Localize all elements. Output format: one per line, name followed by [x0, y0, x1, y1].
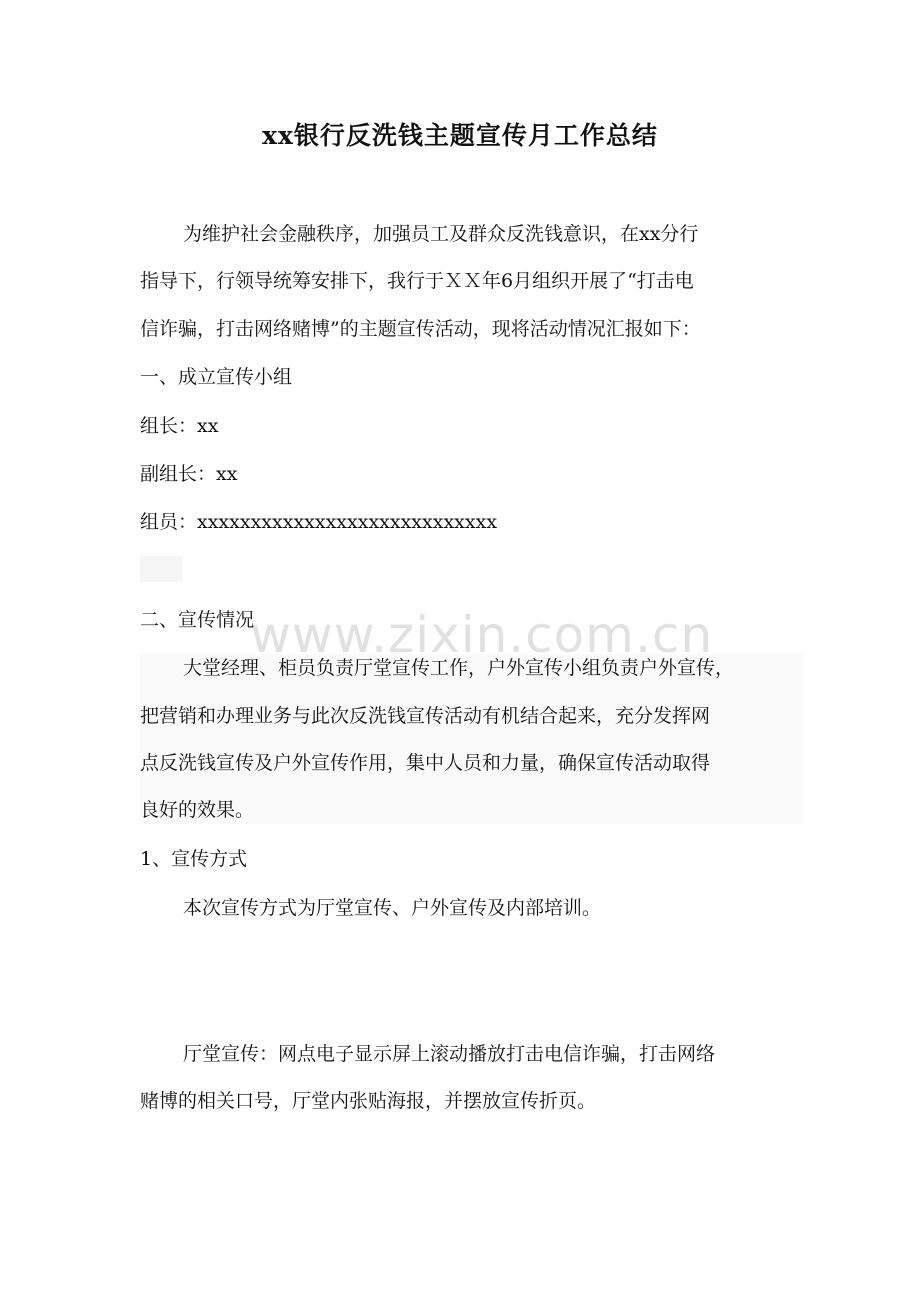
- subsection1-heading: 1、宣传方式: [140, 848, 248, 870]
- hall-line-2: 赌博的相关口号，厅堂内张贴海报，并摆放宣传折页。: [140, 1090, 597, 1112]
- section2-paragraph-line-1: 大堂经理、柜员负责厅堂宣传工作，户外宣传小组负责户外宣传，: [183, 657, 735, 679]
- watermark: www.zixin.com.cn: [250, 606, 714, 664]
- leader-line: 组长：xx: [140, 415, 219, 437]
- intro-line-3: 信诈骗，打击网络赌博”的主题宣传活动，现将活动情况汇报如下：: [140, 318, 701, 340]
- section1-heading: 一、成立宣传小组: [140, 366, 293, 388]
- highlight-block: [140, 556, 182, 582]
- hall-line-1: 厅堂宣传：网点电子显示屏上滚动播放打击电信诈骗，打击网络: [183, 1043, 716, 1065]
- section2-heading: 二、宣传情况: [140, 609, 255, 631]
- intro-line-2: 指导下，行领导统筹安排下，我行于ＸＸ年6月组织开展了“打击电: [140, 270, 694, 292]
- intro-line-1: 为维护社会金融秩序，加强员工及群众反洗钱意识，在xx分行: [183, 223, 699, 245]
- section2-paragraph-line-2: 把营销和办理业务与此次反洗钱宣传活动有机结合起来，充分发挥网: [140, 705, 711, 727]
- document-title: xx银行反洗钱主题宣传月工作总结: [262, 121, 658, 150]
- members-line: 组员：xxxxxxxxxxxxxxxxxxxxxxxxxxxx: [140, 511, 498, 533]
- deputy-line: 副组长：xx: [140, 463, 238, 485]
- section2-paragraph-line-3: 点反洗钱宣传及户外宣传作用，集中人员和力量，确保宣传活动取得: [140, 752, 711, 774]
- subsection1-text: 本次宣传方式为厅堂宣传、户外宣传及内部培训。: [183, 897, 602, 919]
- section2-paragraph-line-4: 良好的效果。: [140, 799, 255, 821]
